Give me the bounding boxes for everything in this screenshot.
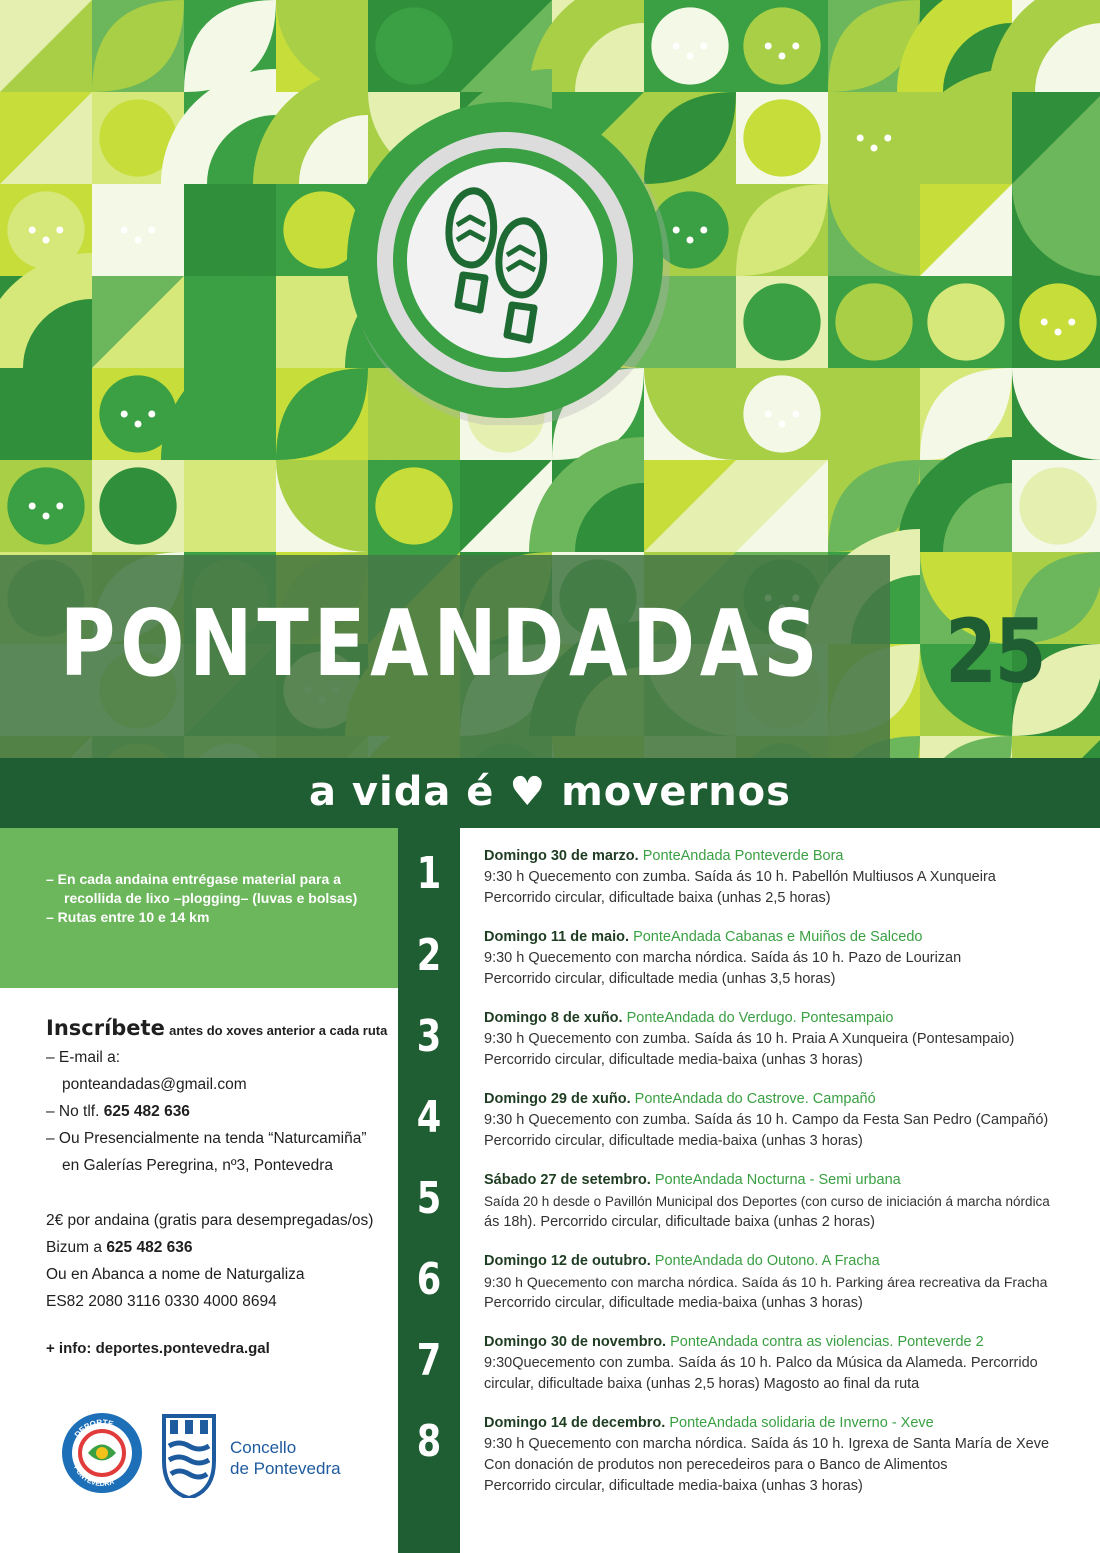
bank-line: Ou en Abanca a nome de Naturgaliza: [46, 1266, 305, 1283]
iban: ES82 2080 3116 0330 4000 8694: [46, 1293, 277, 1310]
route-detail: 9:30 h Quecemento con zumba. Saída ás 10 h. Campo da Festa San Pedro (Campañó): [484, 1112, 1049, 1128]
route-detail: 9:30Quecemento con zumba. Saída ás 10 h. Palco da Música da Alameda. Percorrido: [484, 1355, 1038, 1371]
route-name: PonteAndada do Outono. A Fracha: [654, 1253, 880, 1269]
in-person-line: – Ou Presencialmente na tenda “Naturcamiña”: [46, 1130, 367, 1147]
route-item: [484, 1089, 1084, 1152]
route-detail: 9:30 h Quecemento con marcha nórdica. Saída ás 10 h. Pazo de Lourizan: [484, 950, 962, 966]
route-number: 8: [416, 1416, 442, 1467]
poster-title: PONTEANDADAS: [60, 590, 823, 697]
route-date: Domingo 8 de xuño.: [484, 1010, 623, 1026]
route-detail: Percorrido circular, dificultade media-baixa (unhas 3 horas): [484, 1133, 863, 1149]
route-detail: Con donación de produtos non perecedeiros para o Banco de Alimentos: [484, 1457, 948, 1473]
route-item: [484, 846, 1084, 909]
route-number: 4: [416, 1092, 442, 1143]
route-name: PonteAndada solidaria de Inverno - Xeve: [669, 1415, 934, 1431]
route-number: 5: [416, 1173, 442, 1224]
route-date: Domingo 14 de decembro.: [484, 1415, 666, 1431]
in-person-address: en Galerías Peregrina, nº3, Pontevedra: [62, 1157, 334, 1174]
route-detail: Percorrido circular, dificultade baixa (unhas 2,5 horas): [484, 890, 831, 906]
signup-section: [46, 1015, 396, 1179]
concello-name-line1: Concello: [230, 1438, 297, 1457]
route-name: PonteAndada Ponteverde Bora: [642, 848, 844, 864]
route-date: Sábado 27 de setembro.: [484, 1172, 651, 1188]
route-item: [484, 1251, 1084, 1314]
route-date: Domingo 12 de outubro.: [484, 1253, 651, 1269]
route-detail: 9:30 h Quecemento con zumba. Saída ás 10 h. Praia A Xunqueira (Pontesampaio): [484, 1031, 1015, 1047]
phone-label: – No tlf.: [46, 1103, 100, 1120]
slogan: a vida é ♥ movernos: [309, 769, 791, 815]
note-item: – Rutas entre 10 e 14 km: [46, 909, 210, 925]
route-item: [484, 1008, 1084, 1071]
route-name: PonteAndada contra as violencias. Ponteverde 2: [670, 1334, 984, 1350]
deporte-logo-bottom: PONTEVEDRA: [72, 1464, 116, 1489]
route-detail: Percorrido circular, dificultade media-baixa (unhas 3 horas): [484, 1295, 863, 1311]
logos-area: [60, 1408, 390, 1498]
route-name: PonteAndada Nocturna - Semi urbana: [654, 1172, 901, 1188]
route-detail: circular, dificultade baixa (unhas 2,5 horas) Magosto ao final da ruta: [484, 1376, 920, 1392]
route-detail: ás 18h). Percorrido circular, dificultade baixa (unhas 2 horas): [484, 1214, 875, 1230]
email-label: – E-mail a:: [46, 1049, 121, 1066]
notes-list: [46, 870, 386, 927]
concello-name-line2: de Pontevedra: [230, 1459, 341, 1478]
route-date: Domingo 30 de marzo.: [484, 848, 639, 864]
more-info-link[interactable]: + info: deportes.pontevedra.gal: [46, 1340, 270, 1357]
route-detail: Percorrido circular, dificultade media (unhas 3,5 horas): [484, 971, 836, 987]
route-date: Domingo 11 de maio.: [484, 929, 630, 945]
footprints-badge: [340, 95, 670, 425]
route-item: [484, 1413, 1084, 1497]
email-address[interactable]: ponteandadas@gmail.com: [62, 1076, 247, 1093]
route-number: 2: [416, 930, 442, 981]
concello-shield-icon: [164, 1416, 214, 1498]
route-number: 1: [416, 848, 442, 899]
payment-section: [46, 1207, 396, 1315]
route-date: Domingo 30 de novembro.: [484, 1334, 667, 1350]
route-detail: 9:30 h Quecemento con zumba. Saída ás 10 h. Pabellón Multiusos A Xunqueira: [484, 869, 996, 885]
deporte-logo-top: DEPORTE: [72, 1417, 115, 1440]
route-detail: Percorrido circular, dificultade media-baixa (unhas 3 horas): [484, 1052, 863, 1068]
route-number: 3: [416, 1011, 442, 1062]
route-item: [484, 1332, 1084, 1395]
price-line: 2€ por andaina (gratis para desempregadas/os): [46, 1212, 374, 1229]
route-name: PonteAndada Cabanas e Muiños de Salcedo: [633, 929, 923, 945]
phone-number[interactable]: 625 482 636: [103, 1103, 190, 1120]
route-number: 7: [416, 1335, 442, 1386]
route-detail: Percorrido circular, dificultade media-baixa (unhas 3 horas): [484, 1478, 863, 1494]
bizum-label: Bizum a: [46, 1239, 102, 1256]
route-detail: Saída 20 h desde o Pavillón Municipal dos Deportes (con curso de iniciación á marcha nórdica: [484, 1194, 1050, 1209]
note-item: – En cada andaina entrégase material para a recollida de lixo –plogging– (luvas e bolsas): [46, 871, 358, 906]
route-name: PonteAndada do Castrove. Campañó: [634, 1091, 876, 1107]
route-item: [484, 927, 1084, 990]
poster-year: 25: [945, 600, 1044, 703]
route-date: Domingo 29 de xuño.: [484, 1091, 631, 1107]
signup-heading-note: antes do xoves anterior a cada ruta: [169, 1023, 388, 1038]
signup-heading: Inscríbete: [46, 1016, 165, 1040]
deporte-pontevedra-logo: [62, 1413, 142, 1493]
route-detail: 9:30 h Quecemento con marcha nórdica. Saída ás 10 h. Igrexa de Santa María de Xeve: [484, 1436, 1050, 1452]
route-name: PonteAndada do Verdugo. Pontesampaio: [626, 1010, 894, 1026]
route-item: [484, 1170, 1084, 1233]
route-number: 6: [416, 1254, 442, 1305]
bizum-number: 625 482 636: [106, 1239, 193, 1256]
route-detail: 9:30 h Quecemento con marcha nórdica. Saída ás 10 h. Parking área recreativa da Fracha: [484, 1274, 1048, 1290]
